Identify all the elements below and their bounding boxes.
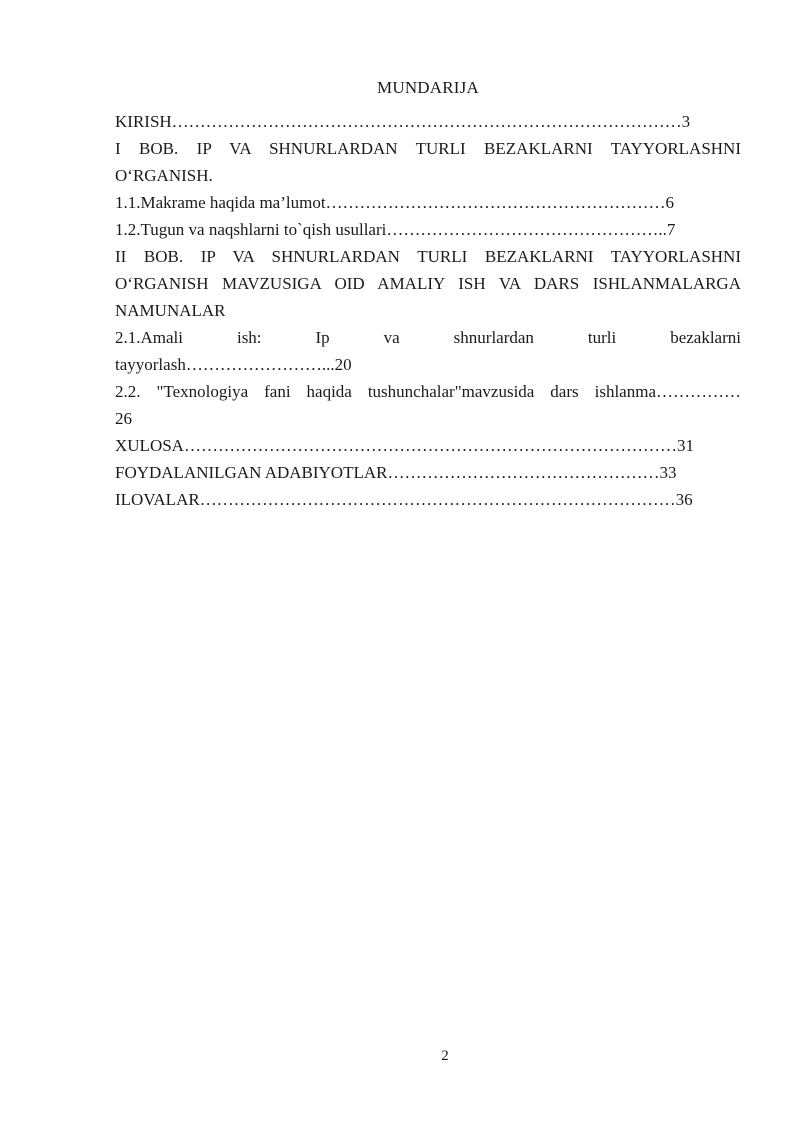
toc-entry-line: tayyorlash……………………...20 <box>115 355 352 374</box>
toc-entry-line: II BOB. IP VA SHNURLARDAN TURLI BEZAKLARNI TAYYORLASHNI <box>115 247 741 266</box>
toc-entry-line: 2.1.Amali ish: Ip va shnurlardan turli bezaklarni <box>115 328 741 347</box>
toc-entry-introduction: KIRISH………………………………………………………………………………3 <box>115 112 691 131</box>
toc-entry-chapter-2 <box>115 243 741 324</box>
page-number: 2 <box>441 1048 449 1064</box>
toc-entry-section-2-2 <box>115 378 741 432</box>
toc-heading: MUNDARIJA <box>377 78 479 97</box>
toc-entry-line: NAMUNALAR <box>115 301 226 320</box>
toc-entry-chapter-1 <box>115 135 741 189</box>
toc-entry-line: O‘RGANISH. <box>115 166 213 185</box>
toc-entry-appendices: ILOVALAR…………………………………………………………………………36 <box>115 490 693 509</box>
table-of-contents <box>115 108 741 513</box>
toc-entry-section-2-1 <box>115 324 741 378</box>
toc-entry-conclusion: XULOSA……………………………………………………………………………31 <box>115 436 694 455</box>
toc-entry-line: O‘RGANISH MAVZUSIGA OID AMALIY ISH VA DARS ISHLANMALARGA <box>115 274 741 293</box>
toc-entry-references: FOYDALANILGAN ADABIYOTLAR…………………………………………33 <box>115 463 677 482</box>
toc-entry-section-1-2: 1.2.Tugun va naqshlarni to`qish usullari…………………………………………..7 <box>115 220 676 239</box>
toc-entry-line: 26 <box>115 409 132 428</box>
toc-entry-section-1-1: 1.1.Makrame haqida ma’lumot……………………………………………………6 <box>115 193 675 212</box>
toc-entry-line: 2.2. "Texnologiya fani haqida tushunchalar"mavzusida dars ishlanma…………… <box>115 382 741 401</box>
toc-entry-line: I BOB. IP VA SHNURLARDAN TURLI BEZAKLARNI TAYYORLASHNI <box>115 139 741 158</box>
